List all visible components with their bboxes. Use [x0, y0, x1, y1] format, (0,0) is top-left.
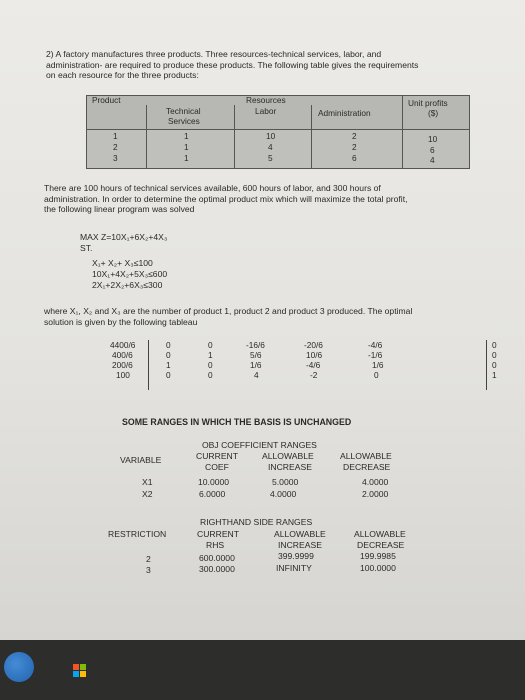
- rhs-header-allowable-decrease: ALLOWABLE: [354, 529, 406, 539]
- table-cell: 5.0000: [272, 477, 299, 487]
- header-currency: ($): [428, 108, 439, 118]
- rhs-header-decrease: DECREASE: [357, 540, 405, 550]
- availability-line: There are 100 hours of technical services available, 600 hours of labor, and 300 hours of: [44, 183, 381, 193]
- header-unit-profits: Unit profits: [408, 98, 448, 108]
- table-cell: 4.0000: [362, 477, 389, 487]
- tableau-cell: 1: [166, 360, 171, 370]
- problem-line: administration- are required to produce these products. The following table gives the requirements: [46, 59, 419, 70]
- rhs-header-increase: INCREASE: [278, 540, 322, 550]
- tableau-cell: 1/6: [372, 360, 384, 370]
- table-cell: 2: [352, 131, 357, 141]
- table-cell: 300.0000: [199, 564, 235, 574]
- tableau-cell: -20/6: [304, 340, 323, 350]
- tableau-cell: -16/6: [246, 340, 265, 350]
- rhs-header-restriction: RESTRICTION: [108, 529, 167, 539]
- tableau-cell: -1/6: [368, 350, 383, 360]
- variables-line: solution is given by the following tableau: [44, 316, 198, 327]
- tableau-cell: 4: [254, 370, 259, 380]
- obj-header-increase: INCREASE: [268, 462, 312, 472]
- table-cell: X1: [142, 477, 153, 487]
- table-cell: 5: [268, 153, 273, 163]
- tableau-cell: 0: [208, 360, 213, 370]
- obj-header-allowable-increase: ALLOWABLE: [262, 451, 314, 461]
- tableau-cell: 0: [166, 370, 171, 380]
- header-product: Product: [92, 95, 121, 105]
- constraint-1: X₁+ X₂+ X₃≤100: [92, 258, 153, 268]
- table-cell: X2: [142, 489, 153, 499]
- obj-header-coef: COEF: [205, 462, 229, 472]
- table-cell: 2: [146, 554, 151, 564]
- edge-browser-icon[interactable]: [4, 652, 34, 682]
- obj-header-decrease: DECREASE: [343, 462, 391, 472]
- tableau-cell: 0: [492, 350, 497, 360]
- tableau-cell: 0: [208, 340, 213, 350]
- obj-ranges-title: OBJ COEFFICIENT RANGES: [202, 440, 317, 450]
- tableau-cell: 400/6: [112, 350, 133, 360]
- table-cell: 600.0000: [199, 553, 235, 563]
- header-labor: Labor: [255, 106, 277, 116]
- tableau-cell: -2: [310, 370, 318, 380]
- rhs-header-allowable-increase: ALLOWABLE: [274, 529, 326, 539]
- tableau-cell: 1: [208, 350, 213, 360]
- tableau-cell: 4400/6: [110, 340, 136, 350]
- subject-to-label: ST.: [80, 243, 93, 253]
- constraint-3: 2X₁+2X₂+6X₃≤300: [92, 280, 163, 290]
- table-cell: 3: [113, 153, 118, 163]
- tableau-cell: 1: [492, 370, 497, 380]
- tableau-cell: 200/6: [112, 360, 133, 370]
- tableau-cell: 5/6: [250, 350, 262, 360]
- table-cell: 399.9999: [278, 551, 314, 561]
- table-cell: 10: [428, 134, 438, 144]
- availability-paragraph: [44, 183, 514, 215]
- variables-line: where X₁, X₂ and X₃ are the number of product 1, product 2 and product 3 produced. The optimal: [44, 306, 413, 316]
- table-cell: 10.0000: [198, 477, 230, 487]
- table-cell: 1: [184, 142, 189, 152]
- header-services: Services: [168, 116, 200, 126]
- table-cell: 4.0000: [270, 489, 297, 499]
- availability-line: administration. In order to determine the optimal product mix which will maximize the total profit,: [44, 193, 408, 204]
- problem-line: 2) A factory manufactures three products. Three resources-technical services, labor, and: [46, 49, 382, 59]
- resource-requirements-table: [86, 95, 470, 169]
- tableau-cell: 0: [492, 360, 497, 370]
- problem-line: on each resource for the three products:: [46, 70, 199, 80]
- variables-paragraph: [44, 306, 514, 327]
- table-cell: 2.0000: [362, 489, 389, 499]
- table-cell: 100.0000: [360, 563, 396, 573]
- tableau-cell: 0: [492, 340, 497, 350]
- tableau-cell: 100: [116, 370, 130, 380]
- table-cell: 6.0000: [199, 489, 226, 499]
- tableau-cell: -4/6: [306, 360, 321, 370]
- tableau-cell: 1/6: [250, 360, 262, 370]
- table-cell: 10: [266, 131, 276, 141]
- rhs-header-rhs: RHS: [206, 540, 225, 550]
- table-cell: 3: [146, 565, 151, 575]
- objective-function: MAX Z=10X₁+6X₂+4X₃: [80, 232, 168, 242]
- constraint-2: 10X₁+4X₂+5X₃≤600: [92, 269, 168, 279]
- table-cell: 1: [113, 131, 118, 141]
- tableau-cell: 0: [166, 340, 171, 350]
- header-technical: Technical: [166, 106, 201, 116]
- table-cell: 1: [184, 153, 189, 163]
- ranges-heading: SOME RANGES IN WHICH THE BASIS IS UNCHANGED: [122, 417, 352, 427]
- rhs-ranges-title: RIGHTHAND SIDE RANGES: [200, 517, 313, 527]
- tableau-cell: 0: [208, 370, 213, 380]
- table-cell: 4: [430, 155, 435, 165]
- table-cell: 2: [113, 142, 118, 152]
- tableau-cell: 0: [166, 350, 171, 360]
- problem-statement: [46, 49, 506, 81]
- table-cell: 2: [352, 142, 357, 152]
- availability-line: the following linear program was solved: [44, 204, 195, 214]
- table-cell: 1: [184, 131, 189, 141]
- tableau-cell: 10/6: [306, 350, 323, 360]
- obj-header-allowable-decrease: ALLOWABLE: [340, 451, 392, 461]
- store-app-icon[interactable]: [73, 664, 87, 678]
- tableau-cell: 0: [374, 370, 379, 380]
- table-cell: 6: [352, 153, 357, 163]
- table-body-band: [86, 129, 470, 169]
- obj-header-variable: VARIABLE: [120, 455, 162, 465]
- rhs-header-current: CURRENT: [197, 529, 240, 539]
- header-administration: Administration: [318, 108, 371, 118]
- optimal-tableau: [108, 340, 503, 390]
- table-cell: 199.9985: [360, 551, 396, 561]
- header-resources: Resources: [246, 95, 286, 105]
- obj-header-current: CURRENT: [196, 451, 239, 461]
- table-cell: INFINITY: [276, 563, 312, 573]
- tableau-cell: -4/6: [368, 340, 383, 350]
- table-cell: 6: [430, 145, 435, 155]
- table-cell: 4: [268, 142, 273, 152]
